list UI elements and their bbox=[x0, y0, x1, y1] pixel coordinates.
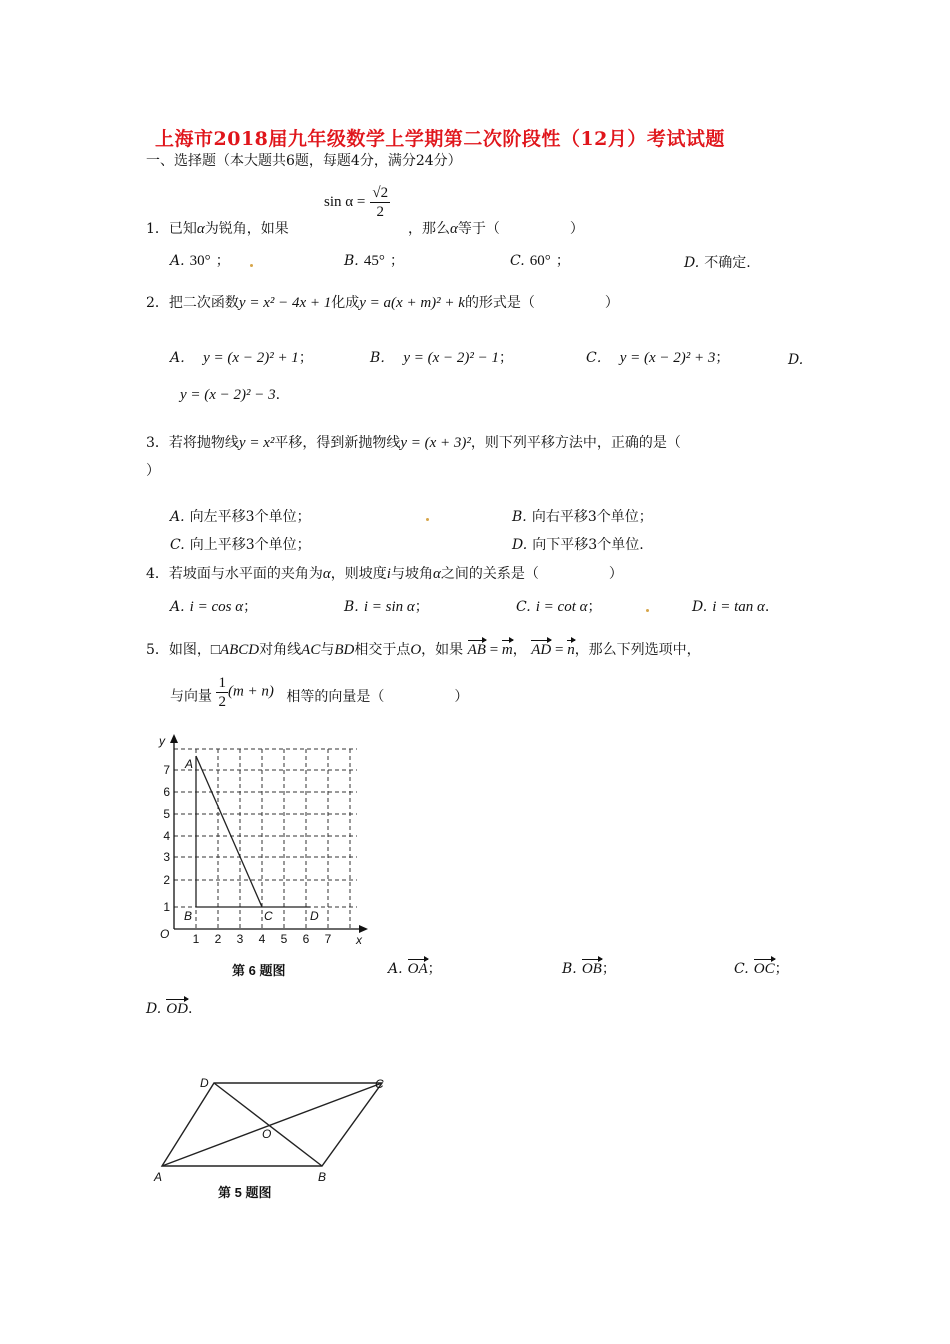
point-b-label: B bbox=[184, 909, 193, 923]
q4-stem: 4．若坡面与水平面的夹角为α，则坡度i与坡角α之间的关系是（ ） bbox=[146, 566, 623, 582]
q5-stem: 5．如图，□ABCD对角线AC与BD相交于点O，如果 AB = m， AD = n，那么下列选项中， bbox=[146, 642, 701, 658]
q3-option-d: D. 向下平移3个单位. bbox=[512, 537, 644, 553]
vector-m: m bbox=[501, 642, 513, 658]
vertex-d-label: D bbox=[200, 1076, 209, 1090]
point-d-label: D bbox=[310, 909, 319, 923]
x-tick-labels bbox=[193, 932, 332, 946]
point-c-label: C bbox=[264, 909, 273, 923]
x-tick: 4 bbox=[258, 932, 266, 946]
vertex-labels bbox=[153, 1076, 384, 1184]
q2-option-a: A． y = (x − 2)² + 1； bbox=[170, 350, 313, 366]
q3-option-c: C. 向上平移3个单位； bbox=[170, 537, 311, 553]
q2-option-d-label: D. bbox=[788, 352, 804, 368]
q1-option-b: B. 45° ； bbox=[344, 253, 404, 269]
center-o-label: O bbox=[262, 1127, 272, 1141]
page-title: 上海市2018届九年级数学上学期第二次阶段性（12月）考试试题 bbox=[155, 128, 725, 150]
q5-line2: 与向量 $\frac{1}{2}$ (m + n) 相等的向量是（ ） bbox=[170, 675, 469, 710]
scan-speck bbox=[426, 518, 429, 521]
parallelogram-lines bbox=[162, 1083, 382, 1166]
x-tick: 7 bbox=[324, 932, 332, 946]
q2-stem: 2．把二次函数y = x² − 4x + 1化成y = a(x + m)² + k的形式是（ ） bbox=[146, 295, 619, 311]
q5-option-c: C. OC； bbox=[734, 961, 789, 977]
y-tick: 3 bbox=[163, 850, 170, 864]
vector-ab: AB bbox=[467, 642, 486, 658]
scan-speck bbox=[250, 264, 253, 267]
scan-speck bbox=[646, 609, 649, 612]
q5-option-b: B. OB； bbox=[562, 961, 616, 977]
q3-stem-end: ） bbox=[146, 463, 160, 479]
q1-option-d: D. 不确定. bbox=[684, 255, 751, 271]
q1-stem-end: ，那么α等于（ ） bbox=[408, 221, 584, 237]
y-tick: 1 bbox=[163, 900, 170, 914]
figure-5-parallelogram bbox=[150, 1070, 400, 1190]
q4-option-c: C. i = cot α； bbox=[516, 599, 602, 615]
q2-option-b: B． y = (x − 2)² − 1； bbox=[370, 350, 513, 366]
q1-stem: 1．已知α为锐角，如果 bbox=[146, 221, 289, 237]
x-axis-label: x bbox=[356, 933, 362, 947]
q4-option-b: B. i = sin α； bbox=[344, 599, 429, 615]
x-tick: 1 bbox=[192, 932, 200, 946]
q5-option-a: A. OA； bbox=[388, 961, 442, 977]
origin-label: O bbox=[160, 927, 170, 941]
figure-segments bbox=[196, 756, 310, 907]
vector-n: n bbox=[567, 642, 575, 658]
figure-5-caption: 第 5 题图 bbox=[218, 1185, 272, 1200]
point-a-label: A bbox=[185, 757, 194, 771]
q4-option-a: A. i = cos α； bbox=[170, 599, 258, 615]
x-tick: 3 bbox=[236, 932, 244, 946]
figure-6-caption: 第 6 题图 bbox=[232, 963, 286, 978]
y-tick: 4 bbox=[163, 829, 170, 843]
figure-6-grid bbox=[150, 732, 380, 982]
q3-option-a: A. 向左平移3个单位； bbox=[170, 509, 311, 525]
q1-option-a: A. 30° ； bbox=[170, 253, 230, 269]
fraction: $\frac{√2}{2}$ bbox=[372, 185, 389, 220]
y-tick: 2 bbox=[163, 873, 170, 887]
y-tick: 5 bbox=[163, 807, 170, 821]
q4-option-d: D. i = tan α. bbox=[692, 599, 770, 615]
vector-ad: AD bbox=[531, 642, 552, 658]
grid-lines bbox=[174, 749, 357, 929]
x-tick: 5 bbox=[280, 932, 288, 946]
q1-option-c: C. 60° ； bbox=[510, 253, 570, 269]
vertex-a-label: A bbox=[154, 1170, 163, 1184]
x-tick: 2 bbox=[214, 932, 222, 946]
y-tick: 6 bbox=[163, 785, 170, 799]
y-axis-label: y bbox=[159, 734, 165, 748]
y-tick: 7 bbox=[163, 763, 170, 777]
point-labels bbox=[184, 757, 319, 923]
q2-option-c: C． y = (x − 2)² + 3； bbox=[586, 350, 730, 366]
q3-stem: 3．若将抛物线y = x²平移，得到新抛物线y = (x + 3)²，则下列平移方法中，正确的是（ bbox=[146, 435, 681, 451]
y-tick-labels bbox=[163, 763, 170, 914]
x-tick: 6 bbox=[302, 932, 310, 946]
section-heading: 一、选择题（本大题共6题，每题4分，满分24分） bbox=[146, 153, 462, 169]
q3-option-b: B. 向右平移3个单位； bbox=[512, 509, 653, 525]
q2-option-d: y = (x − 2)² − 3. bbox=[180, 387, 281, 403]
q5-option-d: D. OD. bbox=[146, 1001, 193, 1017]
q1-condition: sin α = $\frac{√2}{2}$ bbox=[324, 185, 389, 220]
fraction-half: $\frac{1}{2}$ bbox=[218, 675, 226, 710]
vertex-c-label: C bbox=[375, 1077, 384, 1091]
vertex-b-label: B bbox=[318, 1170, 327, 1184]
